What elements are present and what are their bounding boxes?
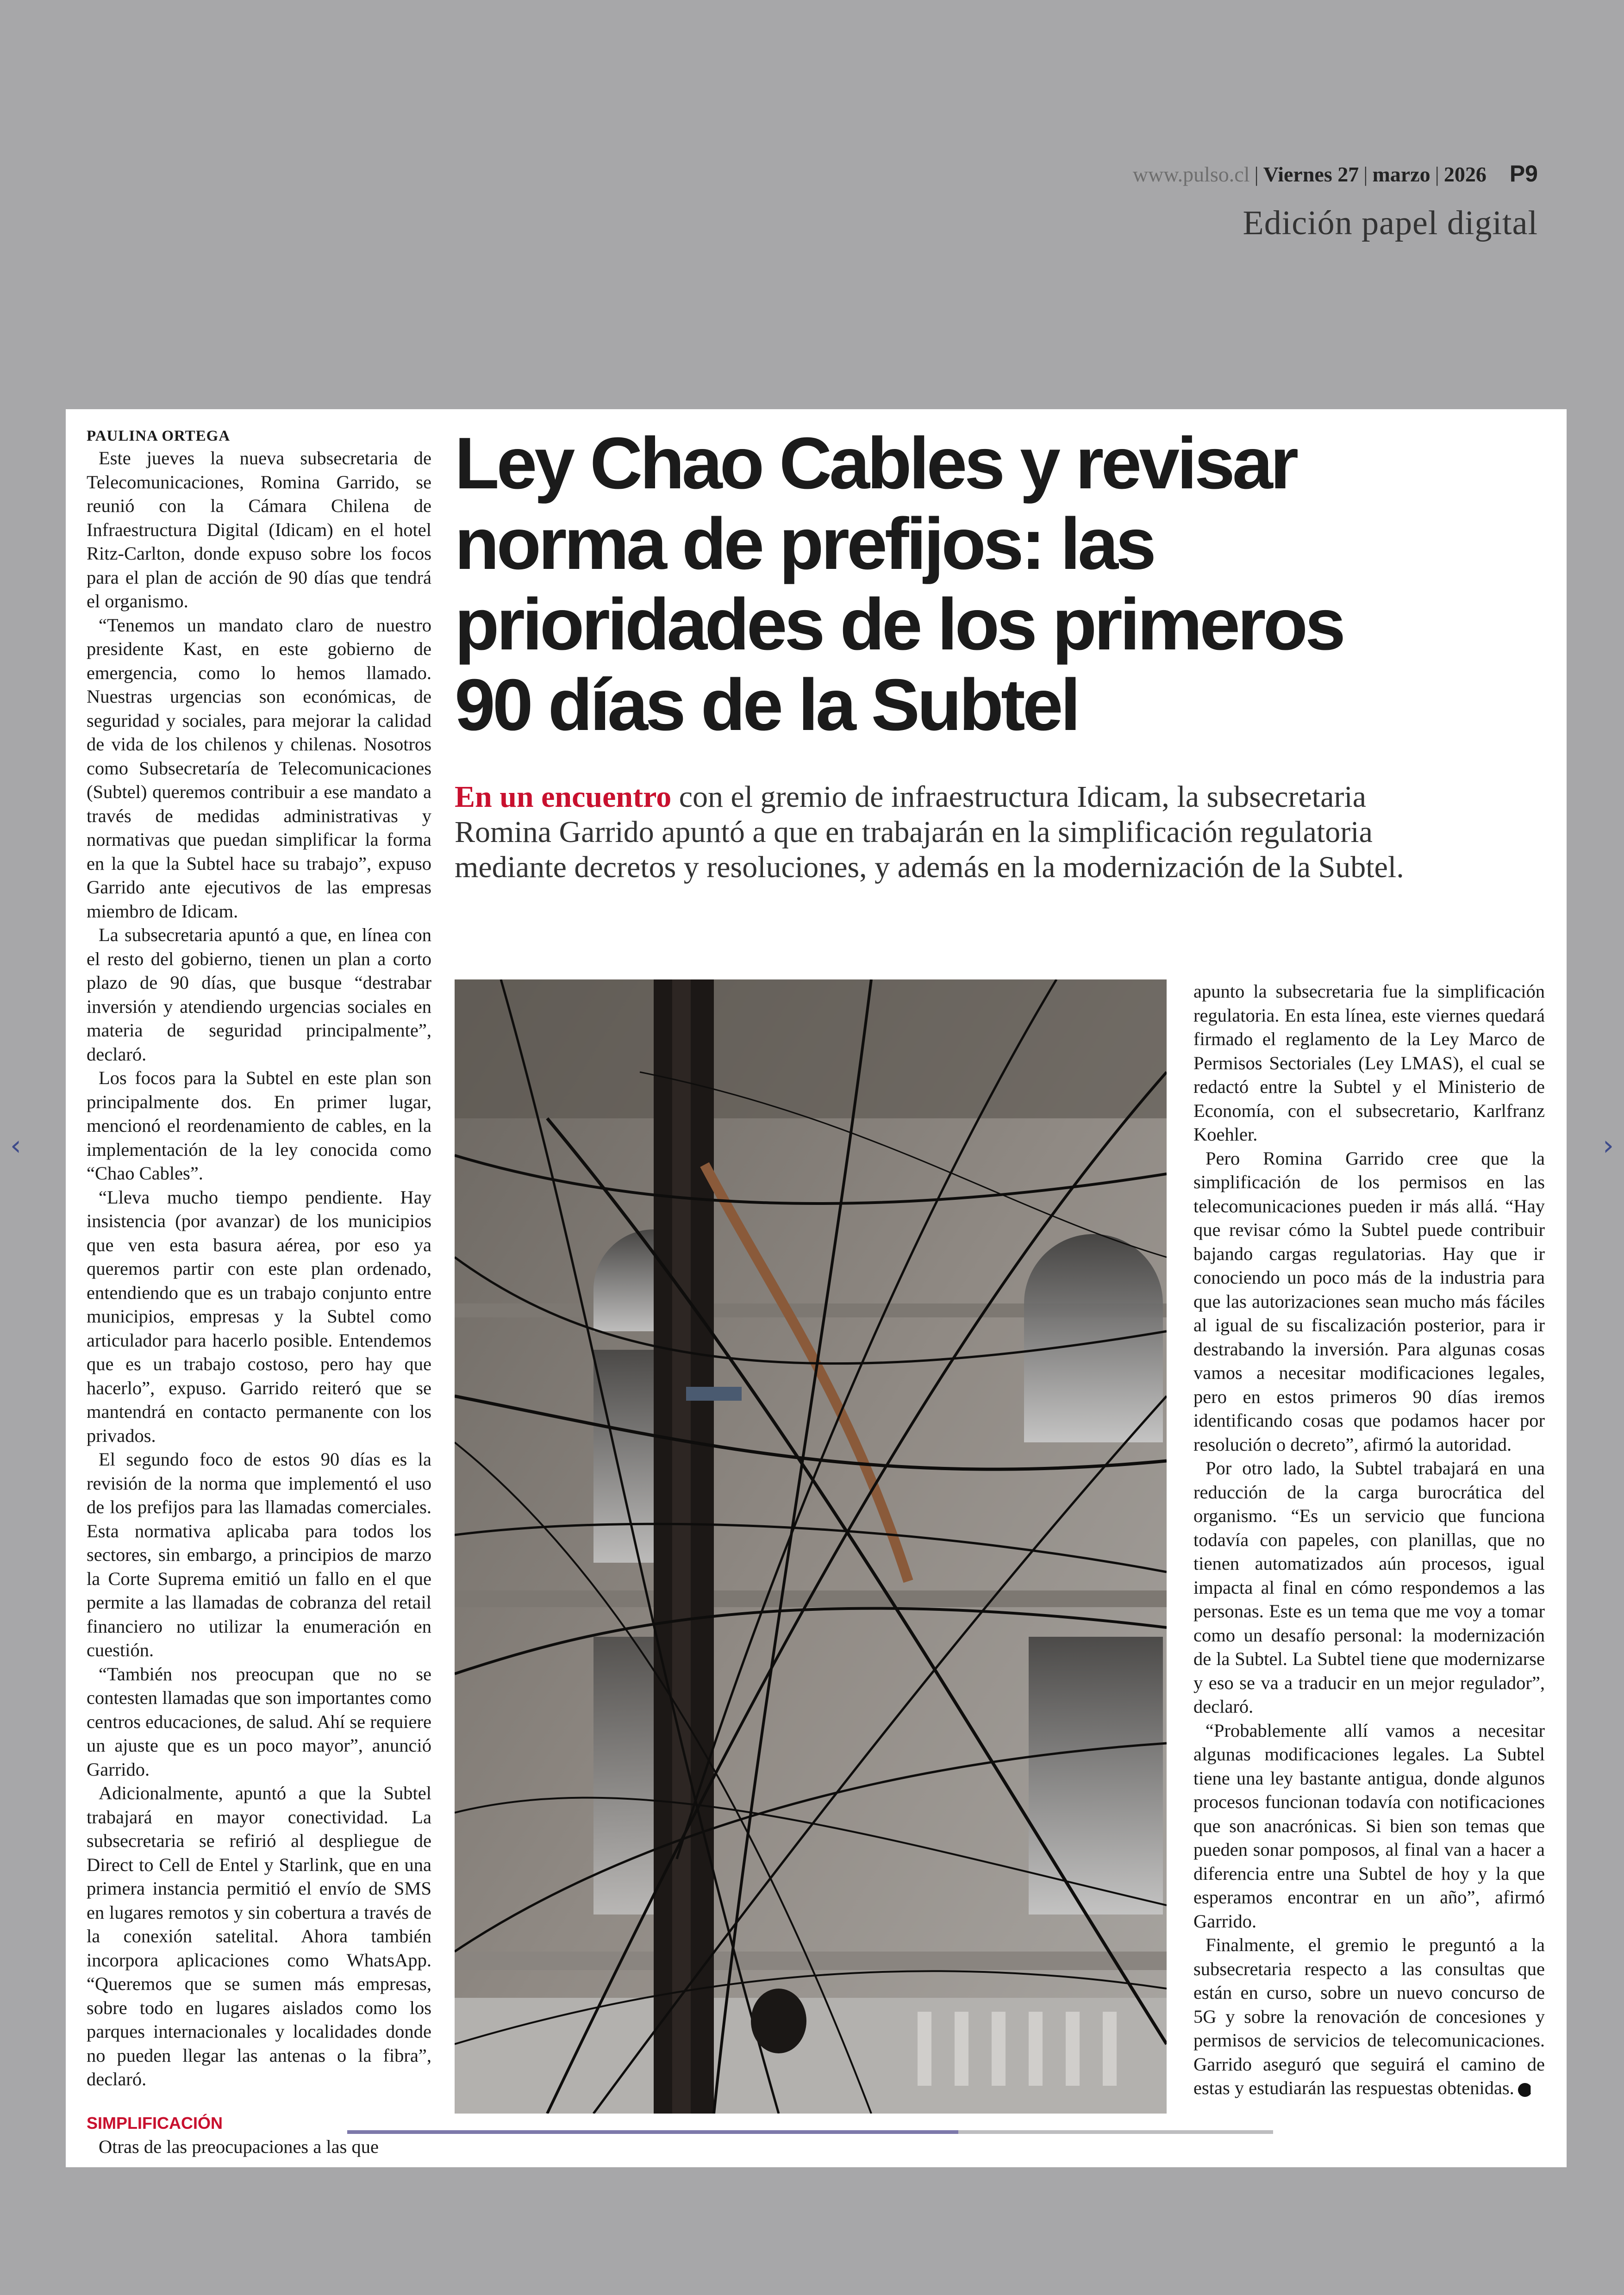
paragraph: Otras de las preocupaciones a las que: [99, 2136, 379, 2157]
reading-progress-fill: [347, 2130, 958, 2134]
date-month: marzo: [1372, 162, 1430, 186]
lead-text: con el gremio de infraestructura Idicam, la subsecretaria Romina Garrido apuntó a que en trabajarán en la simplificación regulatoria mediante decretos y resoluciones, y además en la modernización de la Subtel.: [455, 780, 1404, 884]
pulso-end-icon: P: [1518, 2083, 1532, 2097]
article-photo: [455, 979, 1167, 2114]
paragraph: [1193, 1933, 1545, 2100]
byline: PAULINA ORTEGA: [87, 428, 231, 444]
article-title: Ley Chao Cables y revisar norma de prefijos: las prioridades de los primeros 90 días de la Subtel: [455, 423, 1343, 746]
paragraph: “Lleva mucho tiempo pendiente. Hay insistencia (por avanzar) de los municipios que ven esta basura aérea, por eso ya queremos partir con este plan ordenado, entendiendo que es un trabajo conjunto entre municipios, empresas y la Subtel como articulador para hacerlo posible. Entendemos que es un trabajo costoso, pero hay que hacerlo”, expuso. Garrido reiteró que se mantendrá en contacto permanente con los privados.: [87, 1186, 431, 1446]
separator: |: [1363, 162, 1368, 186]
paragraph: Los focos para la Subtel en este plan son principalmente dos. En primer lugar, mencionó el reordenamiento de cables, en la implementación de la ley conocida como “Chao Cables”.: [87, 1067, 431, 1184]
date-line: [1133, 160, 1538, 187]
article-lead: [455, 780, 1445, 885]
page-number: P9: [1509, 161, 1538, 187]
separator: |: [1254, 162, 1259, 186]
paragraph: “Probablemente allí vamos a necesitar algunas modificaciones legales. La Subtel tiene una ley bastante antigua, donde algunos procesos funcionan todavía con notificaciones que son anacrónicas. Si bien son temas que pueden sonar pomposos, al final van a hacer a diferencia entre una Subtel de hoy y la que esperamos encontrar en un año”, afirmó Garrido.: [1193, 1720, 1545, 1932]
chevron-left-icon: ‹: [10, 1129, 21, 1162]
lead-kicker: En un encuentro: [455, 780, 672, 814]
site-url[interactable]: www.pulso.cl: [1132, 162, 1250, 186]
article-column-3: [1193, 979, 1545, 2100]
date-year: 2026: [1443, 162, 1487, 186]
paragraph: Pero Romina Garrido cree que la simplificación de los permisos en las telecomunicaciones pueden ir más allá. “Hay que revisar cómo la Subtel puede contribuir bajando cargas regulatorias. Hay que ir conociendo un poco más de la industria para que las autorizaciones sean mucho más fáciles al igual de su fiscalización posterior, para ir destrabando la inversión. Para algunas cosas vamos a necesitar modificaciones legales, pero en estos primeros 90 días iremos identificando cosas que podamos hacer por resolución o decreto”, afirmó la autoridad.: [1193, 1148, 1545, 1455]
paragraph: El segundo foco de estos 90 días es la revisión de la norma que implementó el uso de los prefijos para las llamadas comerciales. Esta normativa aplicaba para todos los sectores, sin embargo, a principios de marzo la Corte Suprema emitió un fallo en el que permite a las llamadas de cobranza del retail financiero no utilizar la enumeración en cuestión.: [87, 1449, 431, 1660]
paragraph: “Tenemos un mandato claro de nuestro presidente Kast, en este gobierno de emergencia, como lo hemos llamado. Nuestras urgencias son económicas, de seguridad y sociales, para mejorar la calidad de vida de los chilenos y chilenas. Nosotros como Subsecretaría de Telecomunicaciones (Subtel) queremos contribuir a ese mandato a través de medidas administrativas y normativas que puedan simplificar la forma en la que la Subtel hace su trabajo”, expuso Garrido ante ejecutivos de las empresas miembro de Idicam.: [87, 614, 431, 922]
date-day: Viernes 27: [1263, 162, 1359, 186]
chevron-right-icon: ›: [1603, 1129, 1614, 1162]
reading-progress-bar[interactable]: [347, 2130, 1273, 2134]
paragraph: “También nos preocupan que no se contesten llamadas que son importantes como centros educaciones, de salud. Ahí se requiere un ajuste que es un poco mayor”, anunció Garrido.: [87, 1663, 431, 1780]
article-column-1: [87, 426, 431, 2158]
newspaper-page: [66, 409, 1567, 2167]
separator: |: [1435, 162, 1439, 186]
edition-label: Edición papel digital: [1243, 204, 1538, 242]
paragraph: Por otro lado, la Subtel trabajará en una reducción de la carga burocrática del organismo. “Es un servicio que funciona todavía con papeles, con planillas, que no tienen automatizados aún procesos, igual impacta al final en cómo respondemos a las personas. Este es un tema que me voy a tomar como un desafío personal: la modernización de la Subtel. La Subtel tiene que modernizarse y eso se va a traducir en un mejor regulador”, declaró.: [1193, 1458, 1545, 1717]
next-page-button[interactable]: [1603, 1129, 1614, 1162]
prev-page-button[interactable]: [10, 1129, 21, 1162]
final-paragraph-text: Finalmente, el gremio le preguntó a la subsecretaria respecto a las consultas que están en curso, sobre un nuevo concurso de 5G y sobre la renovación de concesiones y permisos de servicios de telecomunicaciones. Garrido aseguró que seguirá el camino de estas y estudiarán las respuestas obtenidas.: [1193, 1934, 1545, 2098]
paragraph: La subsecretaria apuntó a que, en línea con el resto del gobierno, tienen un plan a corto plazo de 90 días, que busque “destrabar inversión y atendiendo urgencias sociales en materia de seguridad principalmente”, declaró.: [87, 924, 431, 1065]
paragraph: apunto la subsecretaria fue la simplificación regulatoria. En esta línea, este viernes quedará firmado el reglamento de la Ley Marco de Permisos Sectoriales (Ley LMAS), el cual se redactó entre la Subtel y el Ministerio de Economía, con el subsecretario, Karlfranz Koehler.: [1193, 981, 1545, 1145]
section-subhead: SIMPLIFICACIÓN: [87, 2113, 223, 2133]
paragraph: Este jueves la nueva subsecretaria de Telecomunicaciones, Romina Garrido, se reunió con la Cámara Chilena de Infraestructura Digital (Idicam) en el hotel Ritz-Carlton, donde expuso sobre los focos para el plan de acción de 90 días que tendrá el organismo.: [87, 448, 431, 611]
paragraph: Adicionalmente, apuntó a que la Subtel trabajará en mayor conectividad. La subsecretaria se refirió al despliegue de Direct to Cell de Entel y Starlink, que en una primera instancia permitió el envío de SMS en lugares remotos y sin cobertura a través de la conexión satelital. Ahora también incorpora aplicaciones como WhatsApp. “Queremos que se sumen más empresas, sobre todo en lugares aislados como los parques internacionales y localidades donde no pueden llegar las antenas o la fibra”, declaró.: [87, 1783, 431, 2089]
